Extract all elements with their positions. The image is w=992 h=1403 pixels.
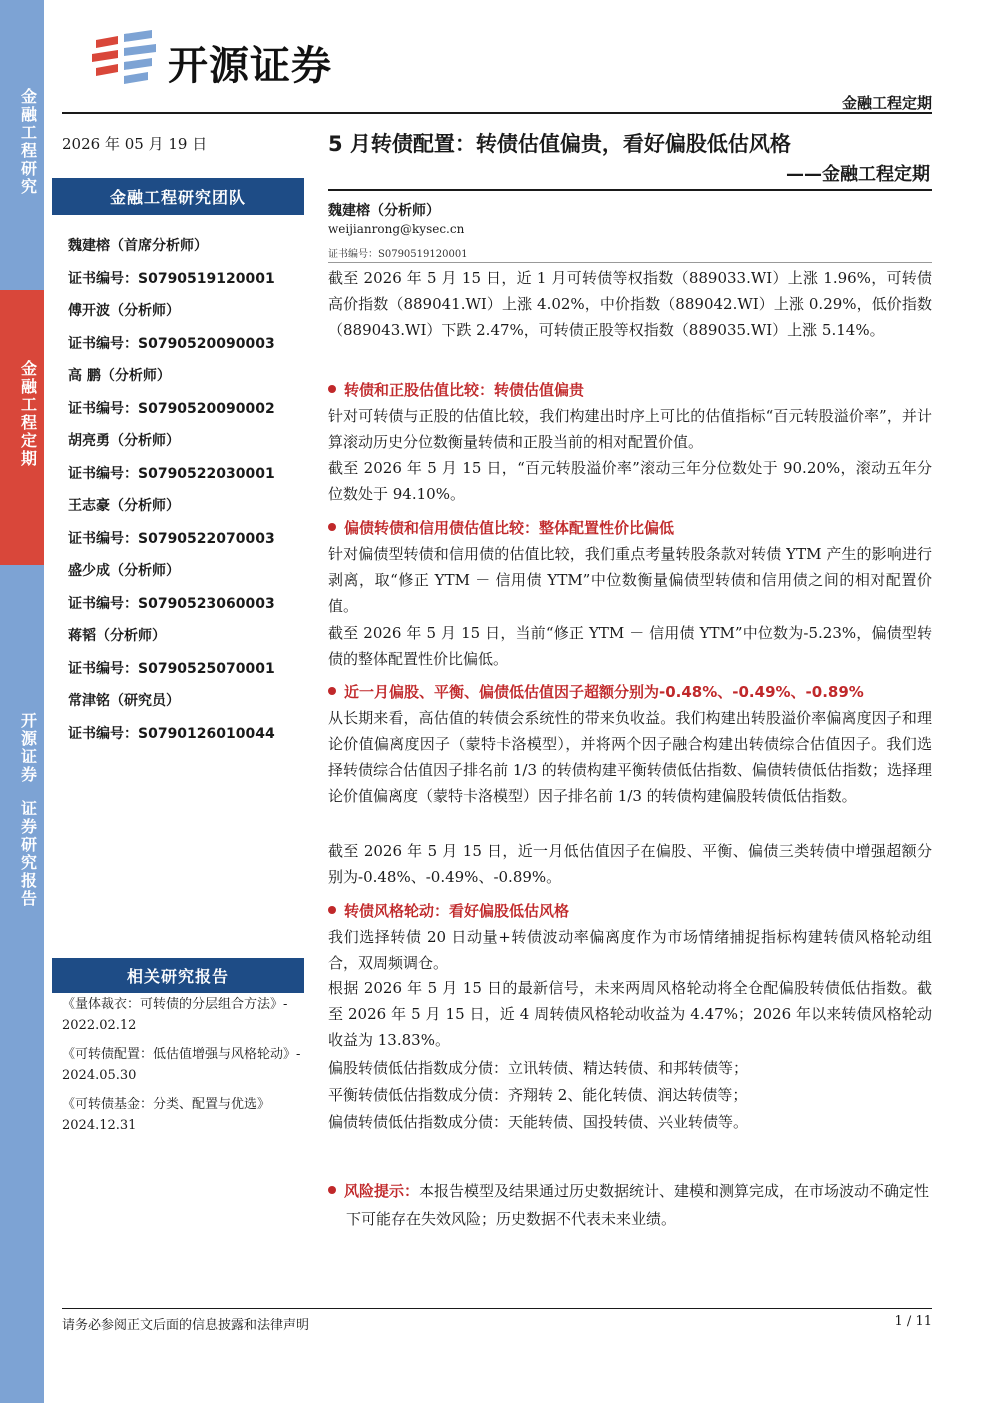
company-logo <box>88 26 388 90</box>
report-date: 2026 年 05 月 19 日 <box>62 135 208 153</box>
bullet-icon <box>328 687 336 695</box>
side-bar <box>0 0 44 1403</box>
analyst-cert: 证书编号：S0790519120001 <box>328 249 468 260</box>
footer-disclaimer: 请务必参阅正文后面的信息披露和法律声明 <box>62 1318 310 1333</box>
risk-text: 本报告模型及结果通过历史数据统计、建模和测算完成，在市场波动不确定性下可能存在失效风险；历史数据不代表未来业绩。 <box>346 1182 930 1228</box>
section-heading <box>328 515 932 541</box>
side-bar-bottom <box>0 565 44 1403</box>
team-row: 证书编号：S0790520090003 <box>68 335 275 352</box>
bullet-icon <box>328 385 336 393</box>
section-paragraph: 从长期来看，高估值的转债会系统性的带来负收益。我们构建出转股溢价率偏离度因子和理论价值偏离度因子（蒙特卡洛模型），并将两个因子融合构建出转债综合估值因子。我们选择转债综合估值因子排名前 1/3 的转债构建平衡转债低估指数、偏债转债低估指数；选择理论价值偏离度（蒙特卡洛模型）因子排名前 1/3 的转债构建偏股转债低估指数。 <box>328 709 932 805</box>
related-report-link[interactable]: 《可转债配置：低估值增强与风格轮动》- 2024.05.30 <box>62 1047 301 1083</box>
intro-paragraph: 截至 2026 年 5 月 15 日，近 1 月可转债等权指数（889033.WI）上涨 1.96%，可转债高价指数（889041.WI）上涨 4.02%，中价指数（889042.WI）上涨 0.29%，低价指数（889043.WI）下跌 2.47%，可转债正股等权指数（889035.WI）上涨 5.14%。 <box>328 269 932 339</box>
team-row: 证书编号：S0790520090002 <box>68 400 275 417</box>
team-row: 证书编号：S0790522030001 <box>68 465 275 482</box>
team-row: 证书编号：S0790522070003 <box>68 530 275 547</box>
section-paragraph: 截至 2026 年 5 月 15 日，“百元转股溢价率”滚动三年分位数处于 90.20%，滚动五年分位数处于 94.10%。 <box>328 459 932 503</box>
section-heading-text: 偏债转债和信用债估值比较：整体配置性价比偏低 <box>344 519 675 537</box>
side-label-brand: 开源证券 <box>18 712 38 784</box>
section-paragraph: 截至 2026 年 5 月 15 日，当前“修正 YTM － 信用债 YTM”中位数为-5.23%，偏债型转债的整体配置性价比偏低。 <box>328 624 932 668</box>
analyst-email[interactable]: weijianrong@kysec.cn <box>328 222 465 236</box>
section-paragraph: 截至 2026 年 5 月 15 日，近一月低估值因子在偏股、平衡、偏债三类转债中增强超额分别为-0.48%、-0.49%、-0.89%。 <box>328 842 932 886</box>
section-heading-text: 近一月偏股、平衡、偏债低估值因子超额分别为-0.48%、-0.49%、-0.89% <box>344 683 864 701</box>
team-row: 胡亮勇（分析师） <box>68 433 180 449</box>
side-label-research: 金融工程研究 <box>18 88 38 196</box>
section-heading <box>328 377 932 403</box>
bullet-icon <box>328 1186 336 1194</box>
section-paragraph: 根据 2026 年 5 月 15 日的最新信号，未来两周风格轮动将全仓配偏股转债低估指数。截至 2026 年 5 月 15 日，近 4 周转债风格轮动收益为 4.47%；2026 年以来转债风格轮动收益为 13.83%。 <box>328 979 932 1049</box>
risk-notice <box>328 1177 932 1233</box>
team-row: 证书编号：S0790523060003 <box>68 595 275 612</box>
team-row: 蒋韬（分析师） <box>68 628 166 644</box>
constituent-line: 偏债转债低估指数成分债：天能转债、国投转债、兴业转债等。 <box>328 1113 749 1131</box>
bullet-icon <box>328 906 336 914</box>
team-row: 高 鹏（分析师） <box>68 368 171 384</box>
team-row: 常津铭（研究员） <box>68 693 180 709</box>
analyst-name: 魏建榕（分析师） <box>328 203 440 219</box>
section-paragraph: 我们选择转债 20 日动量+转债波动率偏离度作为市场情绪捕捉指标构建转债风格轮动组合，双周频调仓。 <box>328 928 932 972</box>
team-list <box>68 232 308 752</box>
team-row: 证书编号：S0790126010044 <box>68 725 275 742</box>
constituent-line: 偏股转债低估指数成分债：立讯转债、精达转债、和邦转债等； <box>328 1059 749 1077</box>
team-row: 傅开波（分析师） <box>68 303 180 319</box>
related-reports-heading: 相关研究报告 <box>52 958 304 993</box>
risk-label: 风险提示： <box>344 1182 420 1200</box>
team-row: 魏建榕（首席分析师） <box>68 238 208 254</box>
header-divider <box>62 112 932 114</box>
analyst-divider <box>328 262 932 263</box>
header-tag: 金融工程定期 <box>841 94 932 112</box>
section-heading <box>328 898 932 924</box>
logo-text: 开源证券 <box>168 43 332 89</box>
side-label-report: 证券研究报告 <box>18 800 38 908</box>
risk-body <box>328 1177 932 1233</box>
footer-divider <box>62 1308 932 1309</box>
report-title: 5 月转债配置：转债估值偏贵，看好偏股低估风格 <box>328 132 791 156</box>
report-subtitle: ——金融工程定期 <box>786 164 930 185</box>
section-heading-text: 转债风格轮动：看好偏股低估风格 <box>344 902 570 920</box>
side-label-periodic: 金融工程定期 <box>18 360 38 468</box>
page-number: 1 / 11 <box>894 1314 932 1329</box>
team-row: 盛少成（分析师） <box>68 563 180 579</box>
section-heading-text: 转债和正股估值比较：转债估值偏贵 <box>344 381 585 399</box>
section-paragraph: 针对可转债与正股的估值比较，我们构建出时序上可比的估值指标“百元转股溢价率”，并计算滚动历史分位数衡量转债和正股当前的相对配置价值。 <box>328 407 932 451</box>
related-reports-list <box>62 994 306 1144</box>
team-row: 证书编号：S0790519120001 <box>68 270 275 287</box>
constituent-line: 平衡转债低估指数成分债：齐翔转 2、能化转债、润达转债等； <box>328 1086 748 1104</box>
team-row: 证书编号：S0790525070001 <box>68 660 275 677</box>
team-row: 王志豪（分析师） <box>68 498 180 514</box>
team-heading: 金融工程研究团队 <box>52 178 304 215</box>
section-paragraph: 针对偏债型转债和信用债的估值比较，我们重点考量转股条款对转债 YTM 产生的影响进行剥离，取“修正 YTM － 信用债 YTM”中位数衡量偏债型转债和信用债之间的相对配置价值。 <box>328 545 932 615</box>
related-report-link[interactable]: 《可转债基金：分类、配置与优选》 2024.12.31 <box>62 1097 271 1133</box>
bullet-icon <box>328 523 336 531</box>
related-report-link[interactable]: 《量体裁衣：可转债的分层组合方法》- 2022.02.12 <box>62 997 288 1033</box>
section-heading <box>328 679 932 705</box>
logo-mark-icon <box>88 30 160 86</box>
title-divider <box>328 189 932 191</box>
